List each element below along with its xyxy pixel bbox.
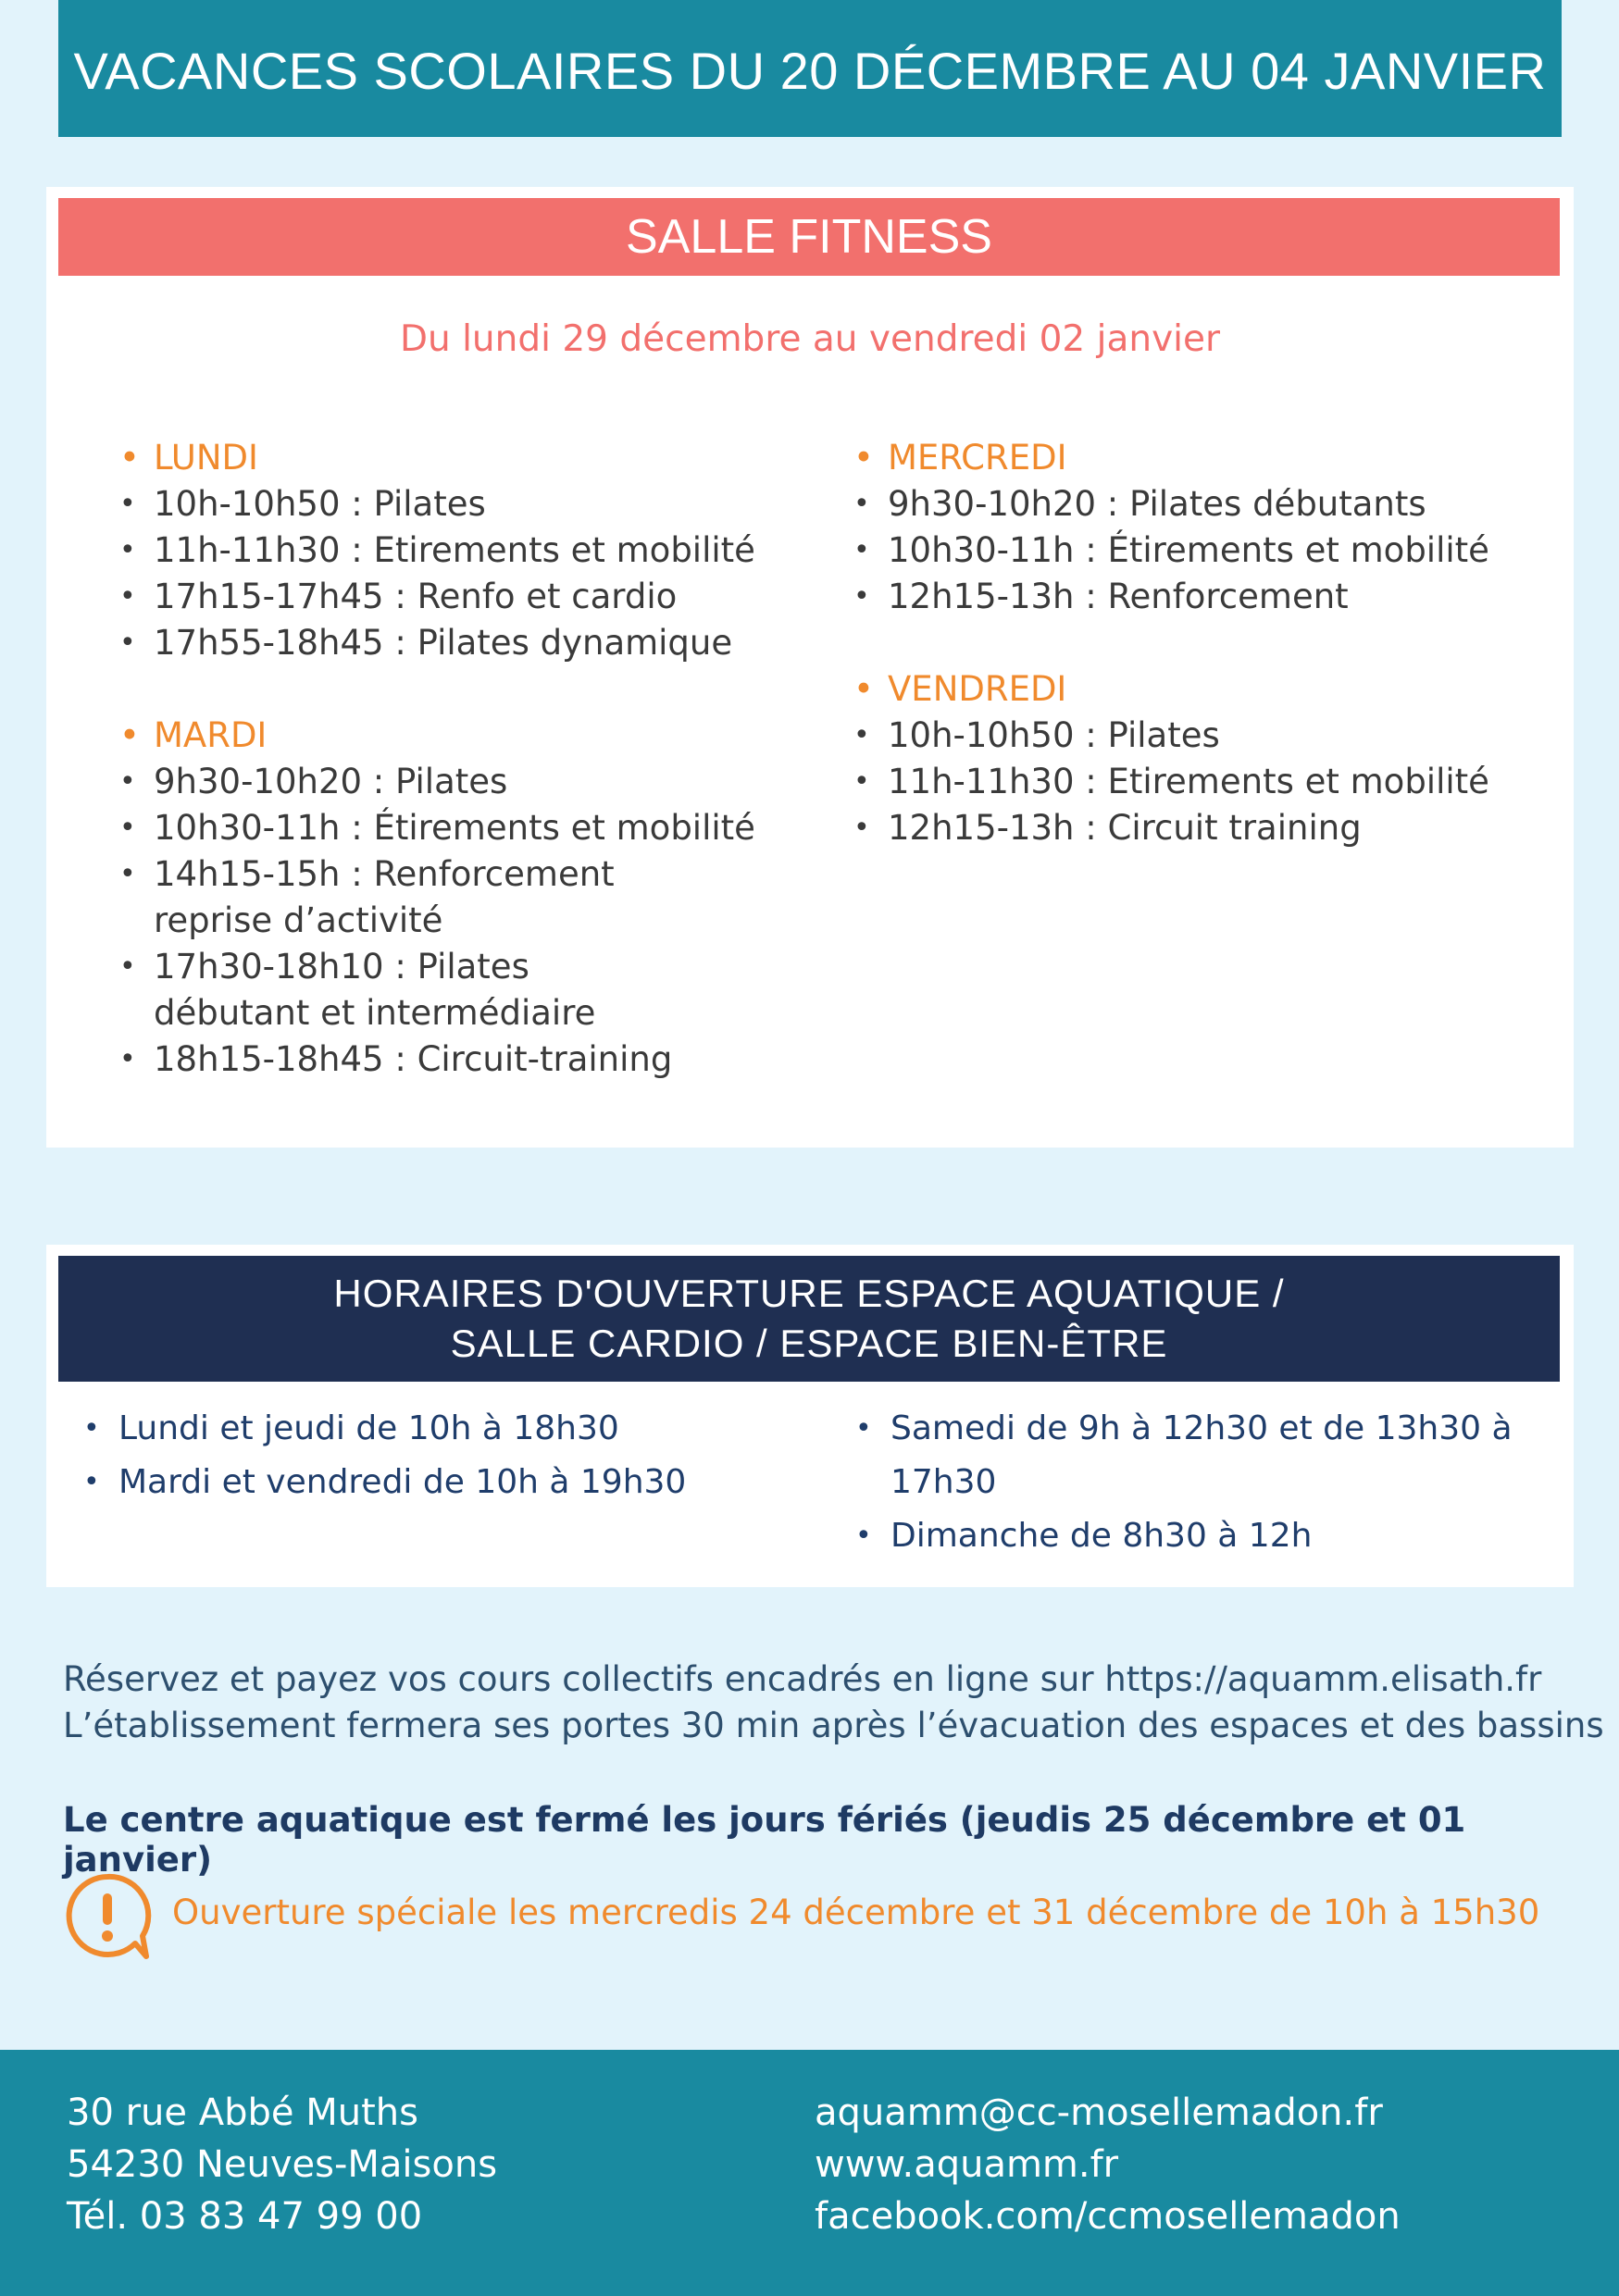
holiday-closure-note: Le centre aquatique est fermé les jours fériés (jeudis 25 décembre et 01 janvier) bbox=[63, 1800, 1466, 1880]
exclamation-speech-bubble-icon bbox=[63, 1871, 152, 1960]
session-item: • 12h15-13h : Renforcement bbox=[852, 574, 1518, 620]
fitness-header bbox=[58, 198, 1560, 276]
day-group-mercredi bbox=[852, 435, 1518, 620]
hours-item: • Dimanche de 8h30 à 12h bbox=[852, 1509, 1574, 1563]
footer-contact-online bbox=[815, 2087, 1401, 2242]
session-item: • 14h15-15h : Renforcement reprise d’activité bbox=[118, 851, 709, 944]
address-street: 30 rue Abbé Muths bbox=[67, 2091, 418, 2134]
address-city: 54230 Neuves-Maisons bbox=[67, 2143, 498, 2186]
opening-hours-title-line2: SALLE CARDIO / ESPACE BIEN-ÊTRE bbox=[450, 1322, 1168, 1365]
facebook-link[interactable]: facebook.com/ccmosellemadon bbox=[815, 2195, 1401, 2238]
hours-left-column bbox=[80, 1402, 802, 1509]
session-item: • 10h-10h50 : Pilates bbox=[852, 713, 1518, 759]
footer-contact-address bbox=[67, 2087, 497, 2242]
session-item: • 17h55-18h45 : Pilates dynamique bbox=[118, 620, 784, 666]
opening-hours-header bbox=[58, 1256, 1560, 1382]
website-link[interactable]: www.aquamm.fr bbox=[815, 2143, 1119, 2186]
page-title-banner bbox=[58, 0, 1562, 137]
session-item: • 12h15-13h : Circuit training bbox=[852, 805, 1518, 851]
day-title: • LUNDI bbox=[118, 435, 784, 481]
hours-item: • Samedi de 9h à 12h30 et de 13h30 à 17h30 bbox=[852, 1402, 1574, 1509]
session-item: • 11h-11h30 : Etirements et mobilité bbox=[118, 527, 784, 574]
hours-item: • Lundi et jeudi de 10h à 18h30 bbox=[80, 1402, 802, 1456]
day-title: • VENDREDI bbox=[852, 666, 1518, 713]
schedule-right-column bbox=[852, 435, 1518, 898]
phone-number: Tél. 03 83 47 99 00 bbox=[67, 2195, 423, 2238]
session-item: • 11h-11h30 : Etirements et mobilité bbox=[852, 759, 1518, 805]
session-item: • 10h30-11h : Étirements et mobilité bbox=[118, 805, 784, 851]
schedule-left-column bbox=[118, 435, 784, 1129]
footer bbox=[0, 2050, 1619, 2296]
session-item: • 10h-10h50 : Pilates bbox=[118, 481, 784, 527]
fitness-title: SALLE FITNESS bbox=[626, 210, 992, 264]
session-item: • 17h15-17h45 : Renfo et cardio bbox=[118, 574, 784, 620]
opening-hours-card bbox=[46, 1245, 1574, 1587]
day-group-vendredi bbox=[852, 666, 1518, 851]
page-title: VACANCES SCOLAIRES DU 20 DÉCEMBRE AU 04 JANVIER bbox=[73, 41, 1547, 100]
email-link[interactable]: aquamm@cc-mosellemadon.fr bbox=[815, 2091, 1383, 2134]
session-item: • 9h30-10h20 : Pilates débutants bbox=[852, 481, 1518, 527]
session-item: • 10h30-11h : Étirements et mobilité bbox=[852, 527, 1518, 574]
fitness-card bbox=[46, 187, 1574, 1148]
day-group-lundi bbox=[118, 435, 784, 666]
session-item: • 9h30-10h20 : Pilates bbox=[118, 759, 784, 805]
day-group-mardi bbox=[118, 713, 784, 1083]
session-item: • 17h30-18h10 : Pilates débutant et intermédiaire bbox=[118, 944, 691, 1036]
opening-hours-title-line1: HORAIRES D'OUVERTURE ESPACE AQUATIQUE / bbox=[333, 1272, 1285, 1315]
day-title: • MARDI bbox=[118, 713, 784, 759]
special-opening-note: Ouverture spéciale les mercredis 24 décembre et 31 décembre de 10h à 15h30 bbox=[172, 1893, 1540, 1932]
session-item: • 18h15-18h45 : Circuit-training bbox=[118, 1036, 784, 1083]
info-block bbox=[63, 1657, 1604, 1749]
day-title: • MERCREDI bbox=[852, 435, 1518, 481]
closing-info: L’établissement fermera ses portes 30 min après l’évacuation des espaces et des bassins bbox=[63, 1706, 1604, 1745]
booking-info: Réservez et payez vos cours collectifs encadrés en ligne sur https://aquamm.elisath.fr bbox=[63, 1659, 1542, 1699]
hours-item: • Mardi et vendredi de 10h à 19h30 bbox=[80, 1456, 802, 1509]
hours-right-column bbox=[852, 1402, 1574, 1563]
fitness-date-range: Du lundi 29 décembre au vendredi 02 janvier bbox=[399, 318, 1221, 360]
